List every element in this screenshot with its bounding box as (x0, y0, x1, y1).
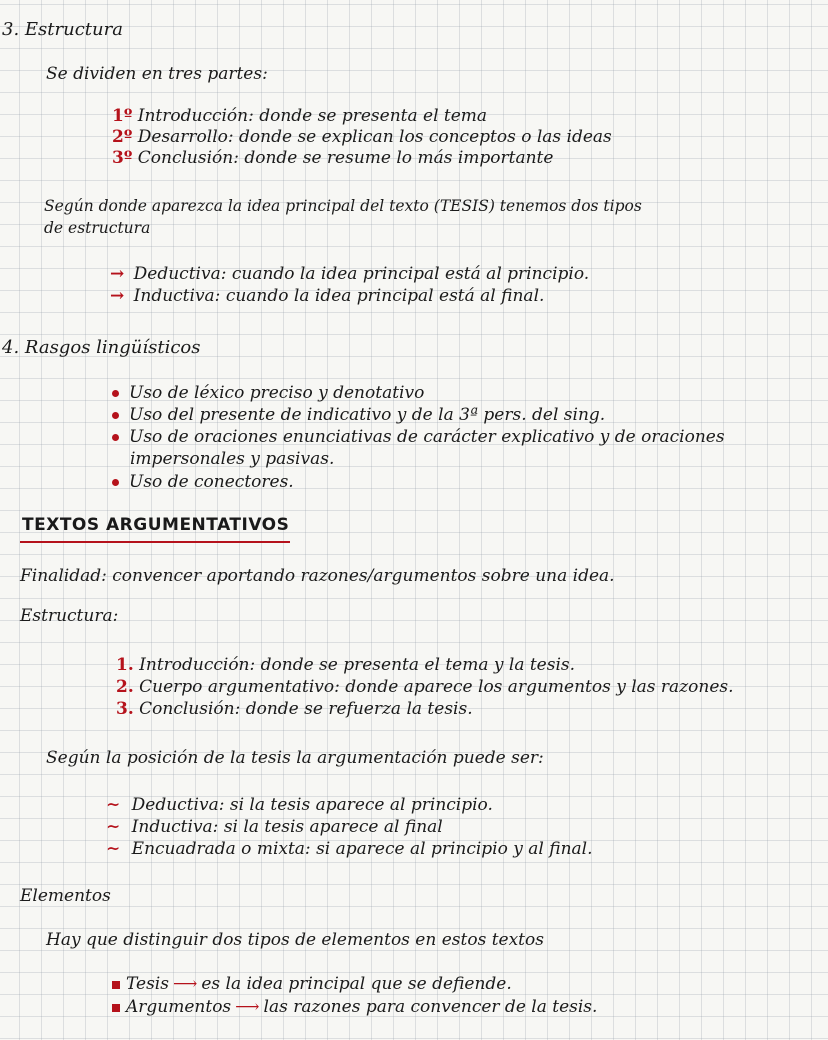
section-4-heading: 4. Rasgos lingüísticos (2, 337, 201, 358)
part-label: Introducción: (137, 106, 254, 126)
arg-part-text: donde se refuerza la tesis. (245, 699, 473, 719)
arg-part-item (116, 655, 575, 675)
arg-part-item (116, 699, 473, 719)
list-item (112, 472, 294, 492)
elementos-heading: Elementos (20, 886, 111, 906)
arg-type (106, 795, 493, 815)
list-item (112, 383, 424, 403)
elemento-text: las razones para convencer de la tesis. (263, 997, 598, 1017)
part-number: 2º (112, 127, 133, 147)
elementos-intro: Hay que distinguir dos tipos de elementos en estos textos (46, 930, 544, 950)
part-label: Desarrollo: (137, 127, 234, 147)
arg-type-text: si la tesis aparece al principio. (229, 795, 493, 815)
arg-part-number: 2. (116, 677, 134, 697)
arg-type (106, 817, 443, 837)
section-3-intro: Se dividen en tres partes: (46, 64, 268, 84)
arg-part-item (116, 677, 734, 697)
part-item (112, 127, 612, 147)
estructura-heading: Estructura: (20, 606, 119, 626)
bullet-continuation: impersonales y pasivas. (130, 449, 335, 469)
square-bullet-icon (112, 1004, 120, 1012)
arg-part-label: Cuerpo argumentativo: (139, 677, 340, 697)
section-3-heading: 3. Estructura (2, 19, 123, 40)
tesis-line-2: de estructura (44, 219, 151, 237)
arrow-icon: ⟶ (235, 997, 260, 1017)
structure-type-label: Deductiva: (133, 264, 227, 284)
part-item (112, 148, 553, 168)
tesis-line-1: Según donde aparezca la idea principal del texto (TESIS) tenemos dos tipos (44, 197, 642, 215)
arg-part-number: 1. (116, 655, 134, 675)
arg-type (106, 839, 593, 859)
arg-part-number: 3. (116, 699, 134, 719)
bullet-icon (112, 412, 119, 419)
finalidad: Finalidad: convencer aportando razones/argumentos sobre una idea. (20, 566, 615, 586)
arg-type-label: Inductiva: (131, 817, 219, 837)
part-text: donde se presenta el tema (259, 106, 488, 126)
structure-type-text: cuando la idea principal está al final. (225, 286, 545, 306)
elemento-item (112, 997, 597, 1017)
elemento-label: Argumentos (126, 997, 232, 1017)
arg-part-text: donde se presenta el tema y la tesis. (260, 655, 576, 675)
square-bullet-icon (112, 981, 120, 989)
tilde-icon: ∼ (106, 839, 121, 859)
tilde-icon: ∼ (106, 795, 121, 815)
arrow-icon: → (110, 264, 125, 284)
part-item (112, 106, 487, 126)
part-text: donde se resume lo más importante (244, 148, 554, 168)
arg-part-label: Introducción: (139, 655, 256, 675)
elemento-label: Tesis (126, 974, 169, 994)
part-text: donde se explican los conceptos o las ideas (239, 127, 612, 147)
structure-type (110, 286, 544, 306)
bullet-text: Uso del presente de indicativo y de la 3ª pers. del sing. (129, 405, 606, 425)
arg-part-text: donde aparece los argumentos y las razones. (345, 677, 734, 697)
structure-type-text: cuando la idea principal está al principio. (231, 264, 590, 284)
tilde-icon: ∼ (106, 817, 121, 837)
bullet-text: Uso de oraciones enunciativas de carácter explicativo y de oraciones (129, 427, 725, 447)
structure-type-label: Inductiva: (133, 286, 221, 306)
list-item (112, 405, 605, 425)
title-underline (20, 541, 290, 543)
bullet-icon (112, 390, 119, 397)
part-number: 1º (112, 106, 133, 126)
elemento-text: es la idea principal que se defiende. (201, 974, 512, 994)
posicion-intro: Según la posición de la tesis la argumentación puede ser: (46, 748, 544, 768)
bullet-icon (112, 434, 119, 441)
bullet-icon (112, 479, 119, 486)
structure-type (110, 264, 589, 284)
elemento-item (112, 974, 512, 994)
list-item (112, 427, 725, 447)
arg-type-text: si aparece al principio y al final. (316, 839, 593, 859)
arrow-icon: ⟶ (172, 974, 198, 994)
section-title: TEXTOS ARGUMENTATIVOS (22, 515, 290, 535)
bullet-text: Uso de conectores. (129, 472, 294, 492)
arg-part-label: Conclusión: (139, 699, 241, 719)
arg-type-label: Encuadrada o mixta: (131, 839, 311, 859)
bullet-text: Uso de léxico preciso y denotativo (129, 383, 425, 403)
part-label: Conclusión: (137, 148, 239, 168)
arg-type-label: Deductiva: (131, 795, 225, 815)
part-number: 3º (112, 148, 133, 168)
arrow-icon: → (110, 286, 125, 306)
arg-type-text: si la tesis aparece al final (223, 817, 443, 837)
